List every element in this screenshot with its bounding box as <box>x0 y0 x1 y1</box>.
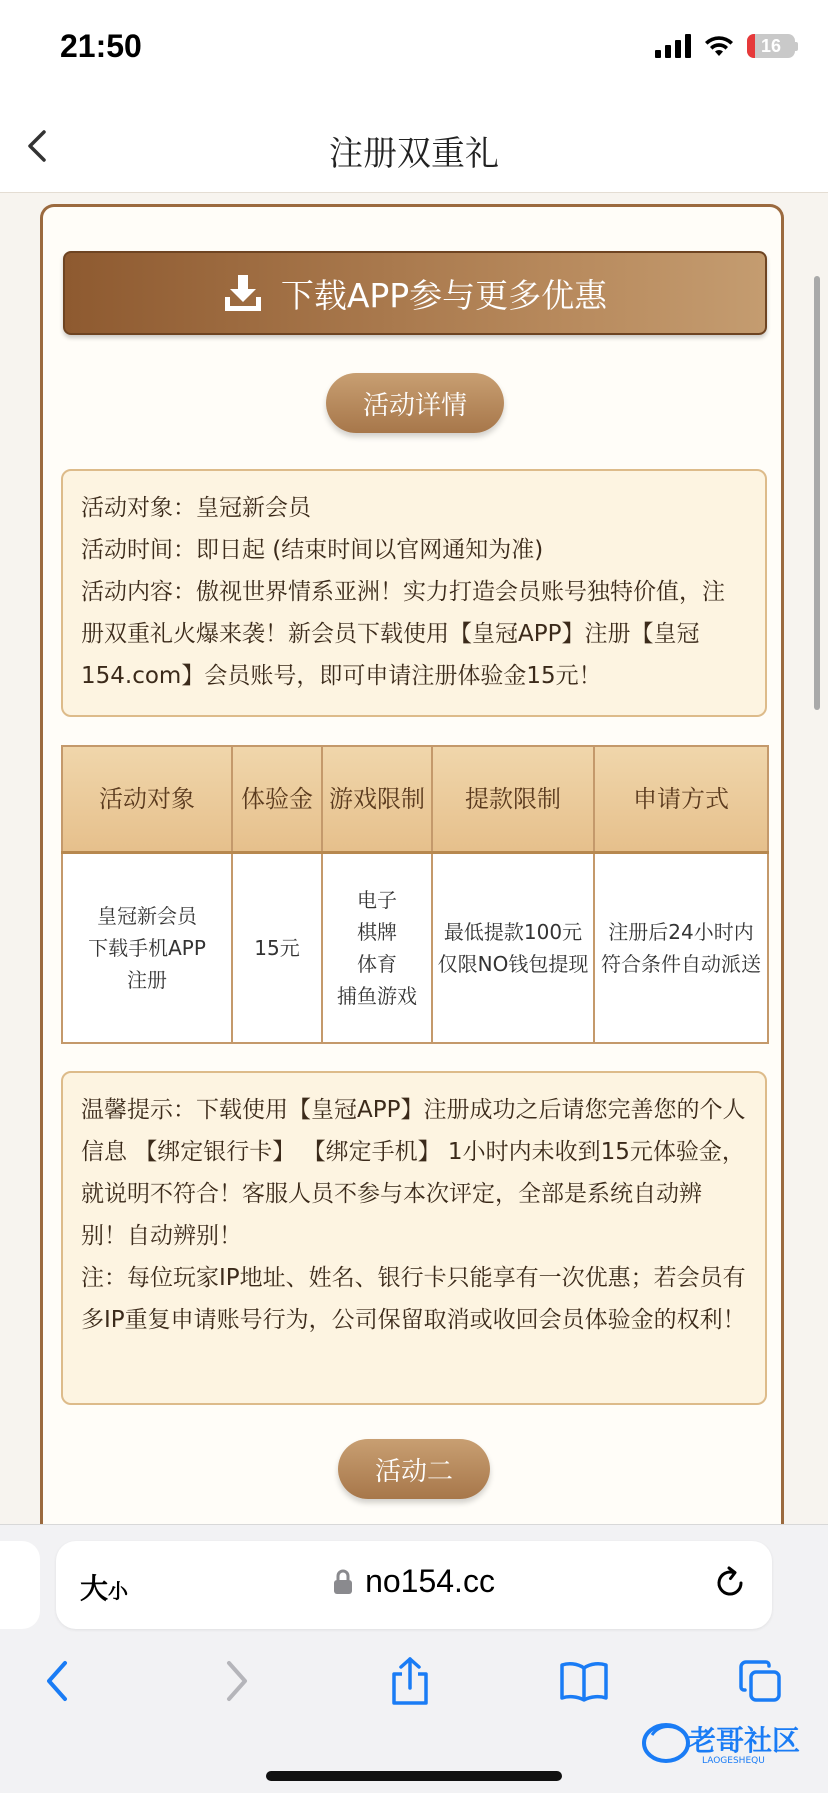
share-button[interactable] <box>380 1651 440 1711</box>
previous-tab-peek[interactable] <box>0 1541 40 1629</box>
browser-bottom-bar <box>0 1524 828 1793</box>
download-app-button[interactable] <box>63 251 767 335</box>
table-header-row <box>62 746 768 853</box>
cellular-signal-icon <box>655 34 691 58</box>
activity-details-box <box>61 469 767 717</box>
page-scrollbar[interactable] <box>814 276 820 710</box>
book-icon <box>559 1660 609 1702</box>
header-target: 活动对象 <box>62 746 232 853</box>
share-icon <box>388 1656 432 1706</box>
lock-icon <box>333 1569 353 1595</box>
cell-game-limit: 电子 棋牌 体育 捕鱼游戏 <box>322 853 432 1044</box>
battery-fill <box>747 34 755 58</box>
tips-box <box>61 1071 767 1405</box>
download-app-label: 下载APP参与更多优惠 <box>280 275 608 315</box>
details-line-content: 活动内容：傲视世界情系亚洲！实力打造会员账号独特价值，注册双重礼火爆来袭！新会员下载使用【皇冠APP】注册【皇冠154.com】会员账号，即可申请注册体验金15元！ <box>81 579 725 689</box>
status-bar <box>0 0 828 100</box>
browser-forward-button[interactable] <box>206 1651 266 1711</box>
watermark-subtitle: LAOGESHEQU <box>702 1756 765 1766</box>
status-time: 21:50 <box>60 28 142 64</box>
chevron-left-icon <box>43 1659 73 1703</box>
battery-level: 16 <box>760 35 782 56</box>
url-display <box>56 1563 772 1600</box>
home-indicator <box>266 1771 562 1781</box>
browser-back-button[interactable] <box>28 1651 88 1711</box>
header-apply-method: 申请方式 <box>594 746 768 853</box>
cell-apply-method: 注册后24小时内 符合条件自动派送 <box>594 853 768 1044</box>
tabs-icon <box>737 1658 783 1704</box>
battery-icon <box>747 34 795 58</box>
text-size-button[interactable]: 大小 <box>80 1572 129 1605</box>
header-bonus: 体验金 <box>232 746 322 853</box>
watermark-title: 老哥社区 <box>688 1724 801 1757</box>
bookmarks-button[interactable] <box>554 1651 614 1711</box>
page-title: 注册双重礼 <box>329 134 499 174</box>
details-line-time: 活动时间：即日起 (结束时间以官网通知为准) <box>81 537 544 563</box>
chevron-right-icon <box>221 1659 251 1703</box>
tips-line-note: 注：每位玩家IP地址、姓名、银行卡只能享有一次优惠；若会员有多IP重复申请账号行为，公司保留取消或收回会员体验金的权利！ <box>81 1265 746 1333</box>
cell-bonus: 15元 <box>232 853 322 1044</box>
promo-content-card <box>40 204 784 1604</box>
activity-details-pill[interactable]: 活动详情 <box>326 373 504 433</box>
download-icon <box>223 273 263 313</box>
header-game-limit: 游戏限制 <box>322 746 432 853</box>
cell-target: 皇冠新会员 下载手机APP 注册 <box>62 853 232 1044</box>
details-line-target: 活动对象：皇冠新会员 <box>81 495 311 521</box>
laoge-watermark-logo <box>640 1717 816 1767</box>
header-withdraw-limit: 提款限制 <box>432 746 594 853</box>
url-text: no154.cc <box>365 1563 495 1599</box>
tips-line-reminder: 温馨提示：下载使用【皇冠APP】注册成功之后请您完善您的个人信息 【绑定银行卡】 【绑定手机】 1小时内未收到15元体验金，就说明不符合！客服人员不参与本次评定，全部是系统自动辨别！自动辨别！ <box>81 1097 746 1249</box>
nav-bar <box>0 100 828 193</box>
address-bar[interactable] <box>56 1541 772 1629</box>
battery-tip <box>795 42 798 51</box>
wifi-icon <box>703 34 735 58</box>
table-row <box>62 853 768 1044</box>
tabs-button[interactable] <box>730 1651 790 1711</box>
reload-icon[interactable] <box>710 1563 750 1603</box>
status-icons <box>655 34 798 58</box>
activity-two-pill[interactable]: 活动二 <box>338 1439 490 1499</box>
rules-table <box>61 745 769 1044</box>
cell-withdraw-limit: 最低提款100元 仅限NO钱包提现 <box>432 853 594 1044</box>
